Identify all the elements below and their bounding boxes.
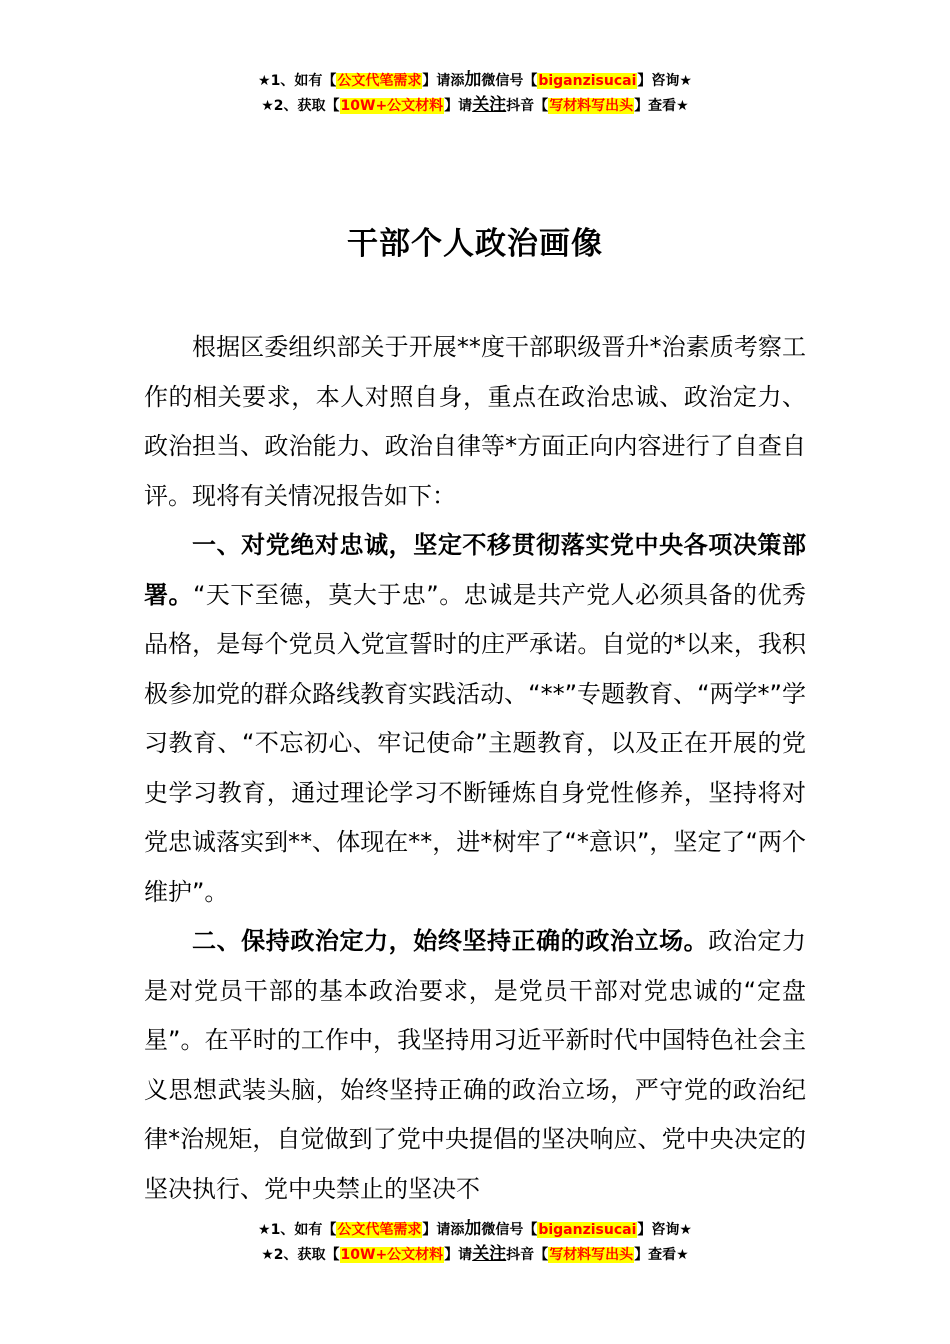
banner-text: 微信号【 xyxy=(481,73,538,89)
banner-text: 】请添 xyxy=(422,1222,465,1238)
section-heading: 二、保持政治定力，始终坚持正确的政治立场。 xyxy=(192,927,709,955)
highlight-wechat-id: biganzisucai xyxy=(538,1222,637,1238)
highlight-douyin-account: 写材料写出头 xyxy=(549,1247,634,1263)
banner-text: 】请添 xyxy=(422,73,465,89)
footer-banner xyxy=(0,1217,950,1267)
banner-line-1 xyxy=(0,68,950,93)
highlight-service: 公文代笔需求 xyxy=(337,1222,422,1238)
banner-text: 】查看★ xyxy=(634,98,689,114)
highlight-materials: 10W+公文材料 xyxy=(340,98,444,114)
highlight-materials: 10W+公文材料 xyxy=(340,1247,444,1263)
section-body: “天下至德，莫大于忠”。忠诚是共产党人必须具备的优秀品格，是每个党员入党宣誓时的庄严承诺。自觉的*以来，我积极参加党的群众路线教育实践活动、“**”专题教育、“两学*”学习教育、“不忘初心、牢记使命”主题教育，以及正在开展的党史学习教育，通过理论学习不断锤炼自身党性修养，坚持将对党忠诚落实到**、体现在**，进*树牢了“*意识”，坚定了“两个维护”。 xyxy=(144,580,807,906)
banner-text: 加 xyxy=(464,1219,482,1239)
banner-text: 】请 xyxy=(444,1247,473,1263)
section-paragraph xyxy=(144,917,806,1214)
banner-line-1 xyxy=(0,1217,950,1242)
intro-paragraph: 根据区委组织部关于开展**度干部职级晋升*治素质考察工作的相关要求，本人对照自身，重点在政治忠诚、政治定力、政治担当、政治能力、政治自律等*方面正向内容进行了自查自评。现将有关情况报告如下： xyxy=(144,333,806,510)
banner-text: 关注 xyxy=(472,95,507,115)
highlight-service: 公文代笔需求 xyxy=(337,73,422,89)
banner-text: 微信号【 xyxy=(481,1222,538,1238)
banner-line-2 xyxy=(0,93,950,118)
highlight-wechat-id: biganzisucai xyxy=(538,73,637,89)
banner-text: ★2、获取【 xyxy=(261,1247,340,1263)
banner-text: 抖音【 xyxy=(506,98,549,114)
banner-text: ★1、如有【 xyxy=(258,1222,337,1238)
section-paragraph xyxy=(144,521,806,917)
banner-text: 】咨询★ xyxy=(637,73,692,89)
banner-text: ★1、如有【 xyxy=(258,73,337,89)
banner-text: 关注 xyxy=(472,1244,507,1264)
section-heading: 一、对党绝对忠诚，坚定不移贯彻落实党中央各项决策部署。 xyxy=(144,531,806,609)
header-banner xyxy=(0,68,950,118)
section-body: 政治定力是对党员干部的基本政治要求，是党员干部对党忠诚的“定盘星”。在平时的工作中，我坚持用习近平新时代中国特色社会主义思想武装头脑，始终坚持正确的政治立场，严守党的政治纪律*治规矩，自觉做到了党中央提倡的坚决响应、党中央决定的坚决执行、党中央禁止的坚决不 xyxy=(144,927,806,1203)
banner-text: 】请 xyxy=(444,98,473,114)
banner-text: 抖音【 xyxy=(506,1247,549,1263)
banner-text: 】咨询★ xyxy=(637,1222,692,1238)
banner-text: 加 xyxy=(464,70,482,90)
document-body xyxy=(144,323,806,1214)
document-title: 干部个人政治画像 xyxy=(347,226,603,262)
highlight-douyin-account: 写材料写出头 xyxy=(549,98,634,114)
banner-line-2 xyxy=(0,1242,950,1267)
banner-text: 】查看★ xyxy=(634,1247,689,1263)
banner-text: ★2、获取【 xyxy=(261,98,340,114)
